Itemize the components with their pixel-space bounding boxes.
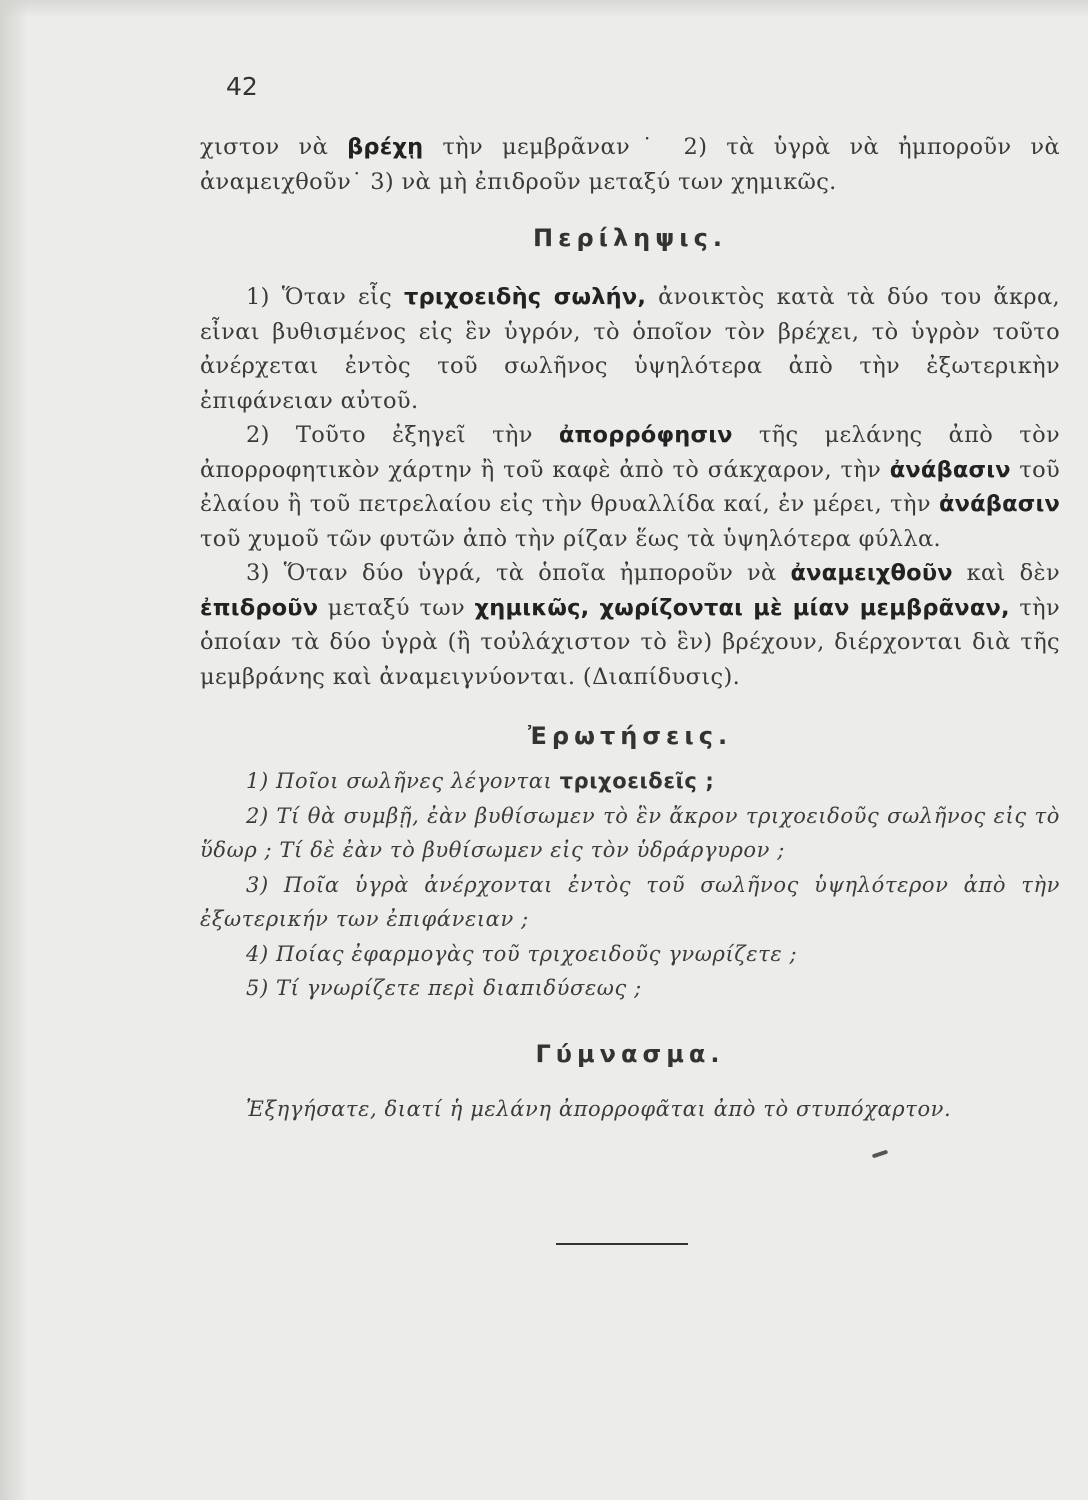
- page-number: 42: [226, 72, 258, 101]
- summary-paragraph-2: [200, 418, 1060, 556]
- summary-p2-bold-2: ἀνάβασιν: [889, 456, 1011, 483]
- question-2: 2) Τί θὰ συμβῇ, ἐὰν βυθίσωμεν τὸ ἓν ἄκρον τριχοειδοῦς σωλῆνος εἰς τὸ ὕδωρ ; Τί δὲ ἐὰν τὸ βυθίσωμεν εἰς τὸν ὑδράργυρον ;: [200, 803, 1060, 862]
- summary-p1-text-1: 1) Ὅταν εἷς: [246, 284, 405, 310]
- intro-text-1: χιστον νὰ: [200, 134, 348, 160]
- summary-paragraph-3: [200, 556, 1060, 694]
- summary-p1-bold-1: τριχοειδὴς σωλήν,: [404, 284, 647, 310]
- intro-text-2: τὴν μεμβρᾶναν˙ 2) τὰ ὑγρὰ νὰ ἠμποροῦν νὰ ἀναμειχθοῦν˙ 3) νὰ μὴ ἐπιδροῦν μεταξύ των χημικῶς.: [200, 134, 1060, 195]
- exercise-heading: Γύμνασμα.: [535, 1040, 725, 1068]
- summary-paragraph-1: [200, 280, 1060, 418]
- summary-p2-bold-1: ἀπορρόφησιν: [558, 422, 733, 448]
- summary-p2-text-1: 2) Τοῦτο ἐξηγεῖ τὴν: [246, 422, 559, 448]
- question-5: 5) Τί γνωρίζετε περὶ διαπιδύσεως ;: [246, 976, 642, 1000]
- question-1-text: 1) Ποῖοι σωλῆνες λέγονται: [246, 769, 560, 793]
- summary-p3-text-3: μεταξύ των: [318, 594, 475, 621]
- summary-p3-text-1: 3) Ὅταν δύο ὑγρά, τὰ ὁποῖα ἠμποροῦν νὰ: [246, 560, 791, 586]
- questions-block: [200, 764, 1060, 1006]
- summary-p2-bold-3: ἀνάβασιν: [938, 491, 1060, 517]
- exercise-block: [200, 1092, 1060, 1127]
- question-1-bold: τριχοειδεῖς ;: [559, 769, 715, 793]
- summary-p3-bold-2: ἐπιδροῦν: [200, 594, 319, 621]
- intro-block: [200, 130, 1060, 199]
- intro-bold-1: βρέχῃ: [347, 134, 424, 160]
- footer-rule: [556, 1243, 688, 1245]
- question-1: [200, 764, 1060, 799]
- summary-p3-text-2: καὶ δὲν: [952, 560, 1060, 586]
- intro-paragraph: [200, 130, 1060, 199]
- ink-mark: [872, 1150, 888, 1159]
- summary-p1-text-2: ἀνοικτὸς κατὰ τὰ δύο του ἄκρα, εἶναι βυθισμένος εἰς ἓν ὑγρόν, τὸ ὁποῖον τὸν βρέχει, τὸ ὑγρὸν τοῦτο ἀνέρχεται ἐντὸς τοῦ σωλῆνος ὑψηλότερα ἀπὸ τὴν ἐξωτερικὴν ἐπιφάνειαν αὐτοῦ.: [200, 284, 1060, 414]
- summary-heading: Περίληψις.: [533, 224, 727, 252]
- page-gutter-shadow: [0, 0, 28, 1500]
- summary-p2-text-2: τῆς μελάνης ἀπὸ τὸν ἀπορροφητικὸν χάρτην ἢ τοῦ καφὲ ἀπὸ τὸ σάκχαρον, τὴν: [200, 422, 1060, 483]
- summary-p3-text-4: τὴν ὁποίαν τὰ δύο ὑγρὰ (ἢ τοὐλάχιστον τὸ ἓν) βρέχουν, διέρχονται διὰ τῆς μεμβράνης καὶ ἀναμειγνύονται. (Διαπίδυσις).: [200, 594, 1060, 690]
- question-3: 3) Ποῖα ὑγρὰ ἀνέρχονται ἐντὸς τοῦ σωλῆνος ὑψηλότερον ἀπὸ τὴν ἐξωτερικήν των ἐπιφάνειαν ;: [200, 872, 1060, 931]
- summary-block: [200, 280, 1060, 694]
- summary-p2-text-4: τοῦ χυμοῦ τῶν φυτῶν ἀπὸ τὴν ρίζαν ἕως τὰ ὑψηλότερα φύλλα.: [200, 525, 942, 552]
- exercise-text: Ἐξηγήσατε, διατί ἡ μελάνη ἀπορροφᾶται ἀπὸ τὸ στυπόχαρτον.: [246, 1097, 952, 1121]
- summary-p3-bold-3: χημικῶς, χωρίζονται μὲ μίαν μεμβρᾶναν,: [474, 594, 1010, 621]
- summary-p3-bold-1: ἀναμειχθοῦν: [790, 560, 953, 586]
- page-top-shadow: [0, 0, 1088, 18]
- summary-p2-text-3: τοῦ ἐλαίου ἢ τοῦ πετρελαίου εἰς τὴν θρυαλλίδα καί, ἐν μέρει, τὴν: [200, 456, 1061, 517]
- question-4: 4) Ποίας ἐφαρμογὰς τοῦ τριχοειδοῦς γνωρίζετε ;: [246, 941, 798, 966]
- questions-heading: Ἐρωτήσεις.: [527, 722, 733, 750]
